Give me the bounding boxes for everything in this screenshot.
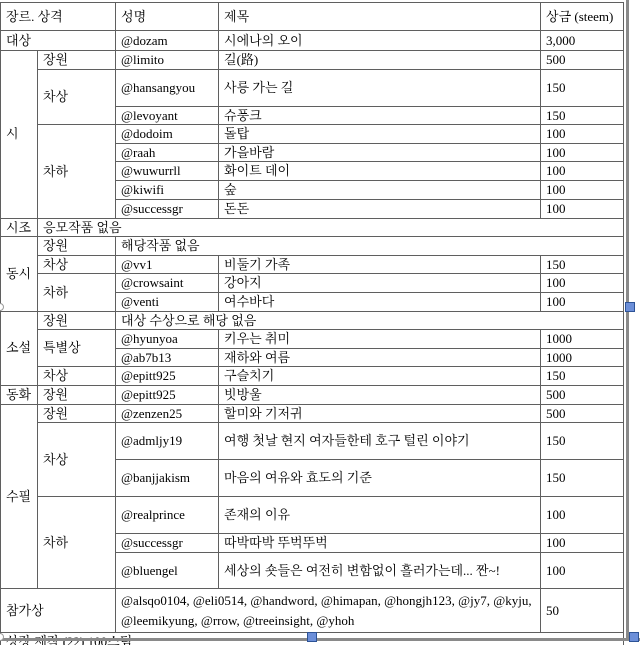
table-row [1, 367, 624, 386]
cell-prize[interactable]: 100 [541, 534, 624, 553]
cell-name[interactable]: @bluengel [116, 553, 219, 589]
cell-name[interactable]: @levoyant [116, 106, 219, 125]
cell-title[interactable]: 화이트 데이 [219, 162, 541, 181]
cell-name[interactable]: @hyunyoa [116, 330, 219, 349]
cell-prize[interactable]: 1000 [541, 330, 624, 349]
selection-border-right [626, 0, 629, 641]
table-row [1, 423, 624, 460]
cell-title[interactable]: 여행 첫날 현지 여자들한테 호구 털린 이야기 [219, 423, 541, 460]
cell-genre[interactable]: 시 [1, 51, 38, 219]
cell-prize[interactable]: 100 [541, 553, 624, 589]
cell-title[interactable]: 길(路) [219, 51, 541, 70]
table-row [1, 255, 624, 274]
header-genre-rank[interactable]: 장르. 상격 [1, 3, 116, 31]
table-row [1, 125, 624, 144]
cell-rank[interactable]: 차상 [38, 255, 116, 274]
cell-rank[interactable]: 차하 [38, 125, 116, 218]
cell-genre[interactable]: 시조 [1, 218, 38, 237]
cell-rank[interactable]: 차상 [38, 69, 116, 125]
selection-handle-mid-right[interactable] [625, 302, 635, 312]
cell-rank[interactable]: 장원 [38, 385, 116, 404]
cell-title[interactable]: 빗방울 [219, 385, 541, 404]
cell-rank[interactable]: 장원 [38, 51, 116, 70]
cell-rank[interactable]: 차상 [38, 367, 116, 386]
cell-name[interactable]: @epitt925 [116, 367, 219, 386]
cell-name[interactable]: @realprince [116, 497, 219, 534]
cell-name[interactable]: @raah [116, 143, 219, 162]
cell-prize[interactable]: 150 [541, 460, 624, 497]
cell-rank[interactable]: 차하 [38, 497, 116, 589]
cell-rank[interactable]: 장원 [38, 237, 116, 256]
cell-title[interactable]: 키우는 취미 [219, 330, 541, 349]
cell-prize[interactable]: 100 [541, 162, 624, 181]
table-row [1, 51, 624, 70]
cell-prize[interactable]: 100 [541, 180, 624, 199]
cell-name[interactable]: @venti [116, 292, 219, 311]
cell-prize[interactable]: 150 [541, 69, 624, 106]
table-row [1, 31, 624, 51]
cell-prize[interactable]: 1000 [541, 348, 624, 367]
cell-name[interactable]: @epitt925 [116, 385, 219, 404]
table-row [1, 274, 624, 293]
cell-name[interactable]: @successgr [116, 534, 219, 553]
cell-title[interactable]: 숲 [219, 180, 541, 199]
cell-name[interactable]: @limito [116, 51, 219, 70]
cell-title[interactable]: 시에나의 오이 [219, 31, 541, 51]
cell-prize[interactable]: 100 [541, 497, 624, 534]
cell-name[interactable]: @dodoim [116, 125, 219, 144]
cell-title[interactable]: 마음의 여유와 효도의 기준 [219, 460, 541, 497]
table-row [1, 237, 624, 256]
cell-prize[interactable]: 150 [541, 255, 624, 274]
cell-prize[interactable]: 100 [541, 125, 624, 144]
cell-name[interactable]: @kiwifi [116, 180, 219, 199]
table-row [1, 404, 624, 423]
cell-name[interactable]: @wuwurrll [116, 162, 219, 181]
cell-genre-rank[interactable]: 대상 [1, 31, 116, 51]
cell-rank[interactable]: 장원 [38, 311, 116, 330]
cell-prize[interactable]: 500 [541, 385, 624, 404]
cell-name[interactable]: @zenzen25 [116, 404, 219, 423]
cell-name[interactable]: @successgr [116, 199, 219, 218]
cell-title[interactable]: 구슬치기 [219, 367, 541, 386]
cell-rank[interactable]: 장원 [38, 404, 116, 423]
awards-table [0, 2, 624, 645]
cell-prize[interactable]: 500 [541, 51, 624, 70]
cell-name[interactable]: @banjjakism [116, 460, 219, 497]
cell-note[interactable]: 대상 수상으로 해당 없음 [116, 311, 624, 330]
cell-name[interactable]: @hansangyou [116, 69, 219, 106]
cell-title[interactable]: 존재의 이유 [219, 497, 541, 534]
cell-title[interactable]: 따박따박 뚜벅뚜벅 [219, 534, 541, 553]
table-row [1, 385, 624, 404]
cell-title[interactable]: 강아지 [219, 274, 541, 293]
cell-rank[interactable]: 차상 [38, 423, 116, 497]
table-row [1, 497, 624, 534]
table-row [1, 218, 624, 237]
cell-name[interactable]: @vv1 [116, 255, 219, 274]
header-name[interactable]: 성명 [116, 3, 219, 31]
selection-border-bottom [0, 638, 640, 641]
cell-prize[interactable]: 150 [541, 106, 624, 125]
cell-note[interactable]: 응모작품 없음 [38, 218, 624, 237]
cell-participants[interactable]: @alsqo0104, @eli0514, @handword, @himapan, @hongjh123, @jy7, @kyju, @leemikyung, @rrow, @treeinsight, @yhoh [116, 589, 541, 633]
cell-prize[interactable]: 150 [541, 367, 624, 386]
selection-handle-bottom-right[interactable] [629, 632, 639, 642]
cell-title[interactable]: 돌탑 [219, 125, 541, 144]
cell-title[interactable]: 비둘기 가족 [219, 255, 541, 274]
cell-genre[interactable]: 동화 [1, 385, 38, 404]
header-prize[interactable]: 상금 (steem) [541, 3, 624, 31]
cell-rank[interactable]: 특별상 [38, 330, 116, 367]
cell-title[interactable]: 가을바람 [219, 143, 541, 162]
cell-title[interactable]: 할미와 기저귀 [219, 404, 541, 423]
cell-note[interactable]: 해당작품 없음 [116, 237, 624, 256]
table-row [1, 589, 624, 633]
cell-prize[interactable]: 150 [541, 423, 624, 460]
cell-title[interactable]: 돈돈 [219, 199, 541, 218]
cell-name[interactable]: @crowsaint [116, 274, 219, 293]
cell-rank[interactable]: 차하 [38, 274, 116, 311]
cell-genre-rank[interactable]: 참가상 [1, 589, 116, 633]
table-row [1, 311, 624, 330]
cell-prize[interactable]: 100 [541, 292, 624, 311]
cell-name[interactable]: @ab7b13 [116, 348, 219, 367]
cell-name[interactable]: @admljy19 [116, 423, 219, 460]
cell-prize[interactable]: 500 [541, 404, 624, 423]
cell-title[interactable]: 여수바다 [219, 292, 541, 311]
cell-prize[interactable]: 100 [541, 143, 624, 162]
cell-prize[interactable]: 100 [541, 274, 624, 293]
table-row [1, 330, 624, 349]
table-header-row [1, 3, 624, 31]
cell-genre[interactable]: 수필 [1, 404, 38, 589]
header-title[interactable]: 제목 [219, 3, 541, 31]
cell-title[interactable]: 슈풍크 [219, 106, 541, 125]
cell-prize[interactable]: 50 [541, 589, 624, 633]
cell-genre[interactable]: 동시 [1, 237, 38, 311]
cell-prize[interactable]: 100 [541, 199, 624, 218]
table-row [1, 69, 624, 106]
cell-title[interactable]: 사릉 가는 길 [219, 69, 541, 106]
cell-prize[interactable]: 3,000 [541, 31, 624, 51]
cell-title[interactable]: 세상의 숏들은 여전히 변함없이 흘러가는데... 짠~! [219, 553, 541, 589]
cell-name[interactable]: @dozam [116, 31, 219, 51]
cell-genre[interactable]: 소설 [1, 311, 38, 385]
selection-handle-bottom-center[interactable] [307, 632, 317, 642]
cell-title[interactable]: 재하와 여름 [219, 348, 541, 367]
